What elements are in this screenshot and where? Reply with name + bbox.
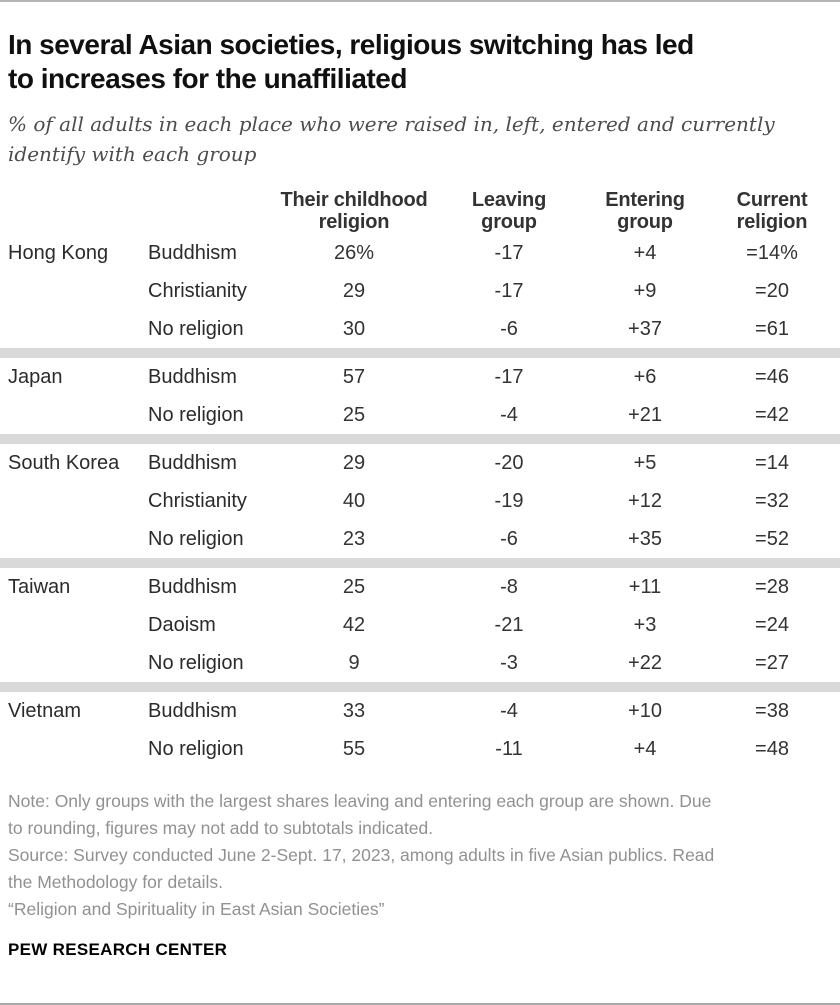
column-header-line: religion [736, 211, 808, 233]
group-divider-bar [0, 558, 840, 568]
value-leaving-group: -11 [495, 737, 523, 760]
column-header-line: group [481, 211, 537, 233]
value-leaving-group: -17 [494, 241, 524, 264]
value-leaving-group: -6 [500, 527, 518, 550]
pew-research-center-logo: PEW RESEARCH CENTER [8, 940, 228, 959]
table-row [8, 644, 832, 682]
subtitle-line: identify with each group [8, 142, 257, 166]
table-row [8, 482, 832, 520]
group-divider-bar [0, 434, 840, 444]
note-line: to rounding, figures may not add to subtotals indicated. [8, 818, 434, 838]
value-childhood-religion: 33 [342, 699, 366, 722]
place-cell: Japan [8, 365, 63, 388]
value-leaving-group: -4 [500, 699, 518, 722]
value-entering-group: +11 [628, 575, 662, 598]
value-current-religion: =32 [755, 489, 789, 512]
column-header-line: Entering [605, 189, 685, 211]
table-row [8, 396, 832, 434]
value-leaving-group: -6 [500, 317, 518, 340]
value-entering-group: +21 [628, 403, 662, 426]
column-header-line: group [617, 211, 673, 233]
column-header-line: Leaving [471, 189, 547, 211]
title-line: to increases for the unaffiliated [8, 63, 407, 94]
value-current-religion: =52 [755, 527, 789, 550]
value-current-religion: =46 [755, 365, 789, 388]
table-row [8, 358, 832, 396]
table-header-row [8, 189, 832, 233]
table-row [8, 692, 832, 730]
religion-cell: No religion [148, 317, 244, 340]
note-line: Note: Only groups with the largest shares leaving and entering each group are shown. Due [8, 791, 712, 811]
switching-table [8, 189, 832, 768]
column-header-entering-group [578, 189, 712, 233]
value-leaving-group: -17 [494, 365, 524, 388]
religion-cell: Buddhism [148, 365, 237, 388]
source-line: the Methodology for details. [8, 872, 223, 892]
value-leaving-group: -8 [500, 575, 518, 598]
religion-cell: Christianity [148, 279, 247, 302]
religion-cell: No religion [148, 527, 244, 550]
value-childhood-religion: 25 [342, 403, 366, 426]
value-childhood-religion: 42 [342, 613, 366, 636]
column-header-childhood-religion [268, 189, 440, 233]
report-title-line: “Religion and Spirituality in East Asian Societies” [8, 899, 385, 919]
subtitle-line: % of all adults in each place who were raised in, left, entered and currently [8, 112, 775, 136]
value-childhood-religion: 23 [342, 527, 366, 550]
value-entering-group: +5 [633, 451, 657, 474]
value-leaving-group: -20 [494, 451, 524, 474]
value-childhood-religion: 26% [333, 241, 375, 264]
value-current-religion: =24 [755, 613, 789, 636]
table-body [8, 234, 832, 768]
table-row [8, 606, 832, 644]
value-current-religion: =61 [755, 317, 789, 340]
value-leaving-group: -19 [494, 489, 524, 512]
value-leaving-group: -4 [500, 403, 518, 426]
religion-cell: Daoism [148, 613, 216, 636]
value-entering-group: +22 [628, 651, 662, 674]
religion-cell: Buddhism [148, 241, 237, 264]
value-entering-group: +35 [628, 527, 662, 550]
religion-cell: Buddhism [148, 575, 237, 598]
religion-cell: No religion [148, 651, 244, 674]
column-header-current-religion [712, 189, 832, 233]
column-header-line: Current [736, 189, 808, 211]
value-leaving-group: -17 [494, 279, 524, 302]
place-cell: Taiwan [8, 575, 71, 598]
religion-cell: Buddhism [148, 451, 237, 474]
value-entering-group: +4 [633, 241, 657, 264]
value-current-religion: =28 [755, 575, 789, 598]
table-row [8, 444, 832, 482]
value-entering-group: +9 [633, 279, 657, 302]
value-leaving-group: -3 [500, 651, 518, 674]
value-leaving-group: -21 [494, 613, 524, 636]
source-line: Source: Survey conducted June 2-Sept. 17, 2023, among adults in five Asian publics. Read [8, 845, 715, 865]
value-entering-group: +4 [633, 737, 657, 760]
table-row [8, 730, 832, 768]
value-childhood-religion: 40 [342, 489, 366, 512]
value-childhood-religion: 29 [342, 451, 366, 474]
value-childhood-religion: 57 [342, 365, 366, 388]
group-divider-bar [0, 682, 840, 692]
religion-cell: No religion [148, 737, 244, 760]
religion-cell: No religion [148, 403, 244, 426]
value-entering-group: +37 [628, 317, 662, 340]
value-current-religion: =48 [755, 737, 789, 760]
value-entering-group: +3 [633, 613, 657, 636]
table-row [8, 234, 832, 272]
place-cell: Vietnam [8, 699, 82, 722]
column-header-leaving-group [440, 189, 578, 233]
value-current-religion: =27 [755, 651, 789, 674]
value-entering-group: +12 [628, 489, 662, 512]
value-entering-group: +10 [628, 699, 662, 722]
value-current-religion: =14% [746, 241, 798, 264]
value-childhood-religion: 9 [348, 651, 360, 674]
group-divider-bar [0, 348, 840, 358]
value-childhood-religion: 29 [342, 279, 366, 302]
table-row [8, 568, 832, 606]
place-cell: South Korea [8, 451, 120, 474]
footer-notes [8, 788, 832, 923]
value-current-religion: =20 [755, 279, 789, 302]
page-title [8, 28, 832, 96]
value-entering-group: +6 [633, 365, 657, 388]
table-row [8, 520, 832, 558]
column-header-line: religion [318, 211, 390, 233]
place-cell: Hong Kong [8, 241, 109, 264]
religion-cell: Buddhism [148, 699, 237, 722]
table-row [8, 272, 832, 310]
value-current-religion: =42 [755, 403, 789, 426]
value-childhood-religion: 55 [342, 737, 366, 760]
table-row [8, 310, 832, 348]
column-header-line: Their childhood [280, 189, 428, 211]
value-childhood-religion: 30 [342, 317, 366, 340]
value-current-religion: =38 [755, 699, 789, 722]
page-subtitle [8, 109, 832, 169]
value-childhood-religion: 25 [342, 575, 366, 598]
religion-cell: Christianity [148, 489, 247, 512]
title-line: In several Asian societies, religious switching has led [8, 29, 694, 60]
value-current-religion: =14 [755, 451, 789, 474]
